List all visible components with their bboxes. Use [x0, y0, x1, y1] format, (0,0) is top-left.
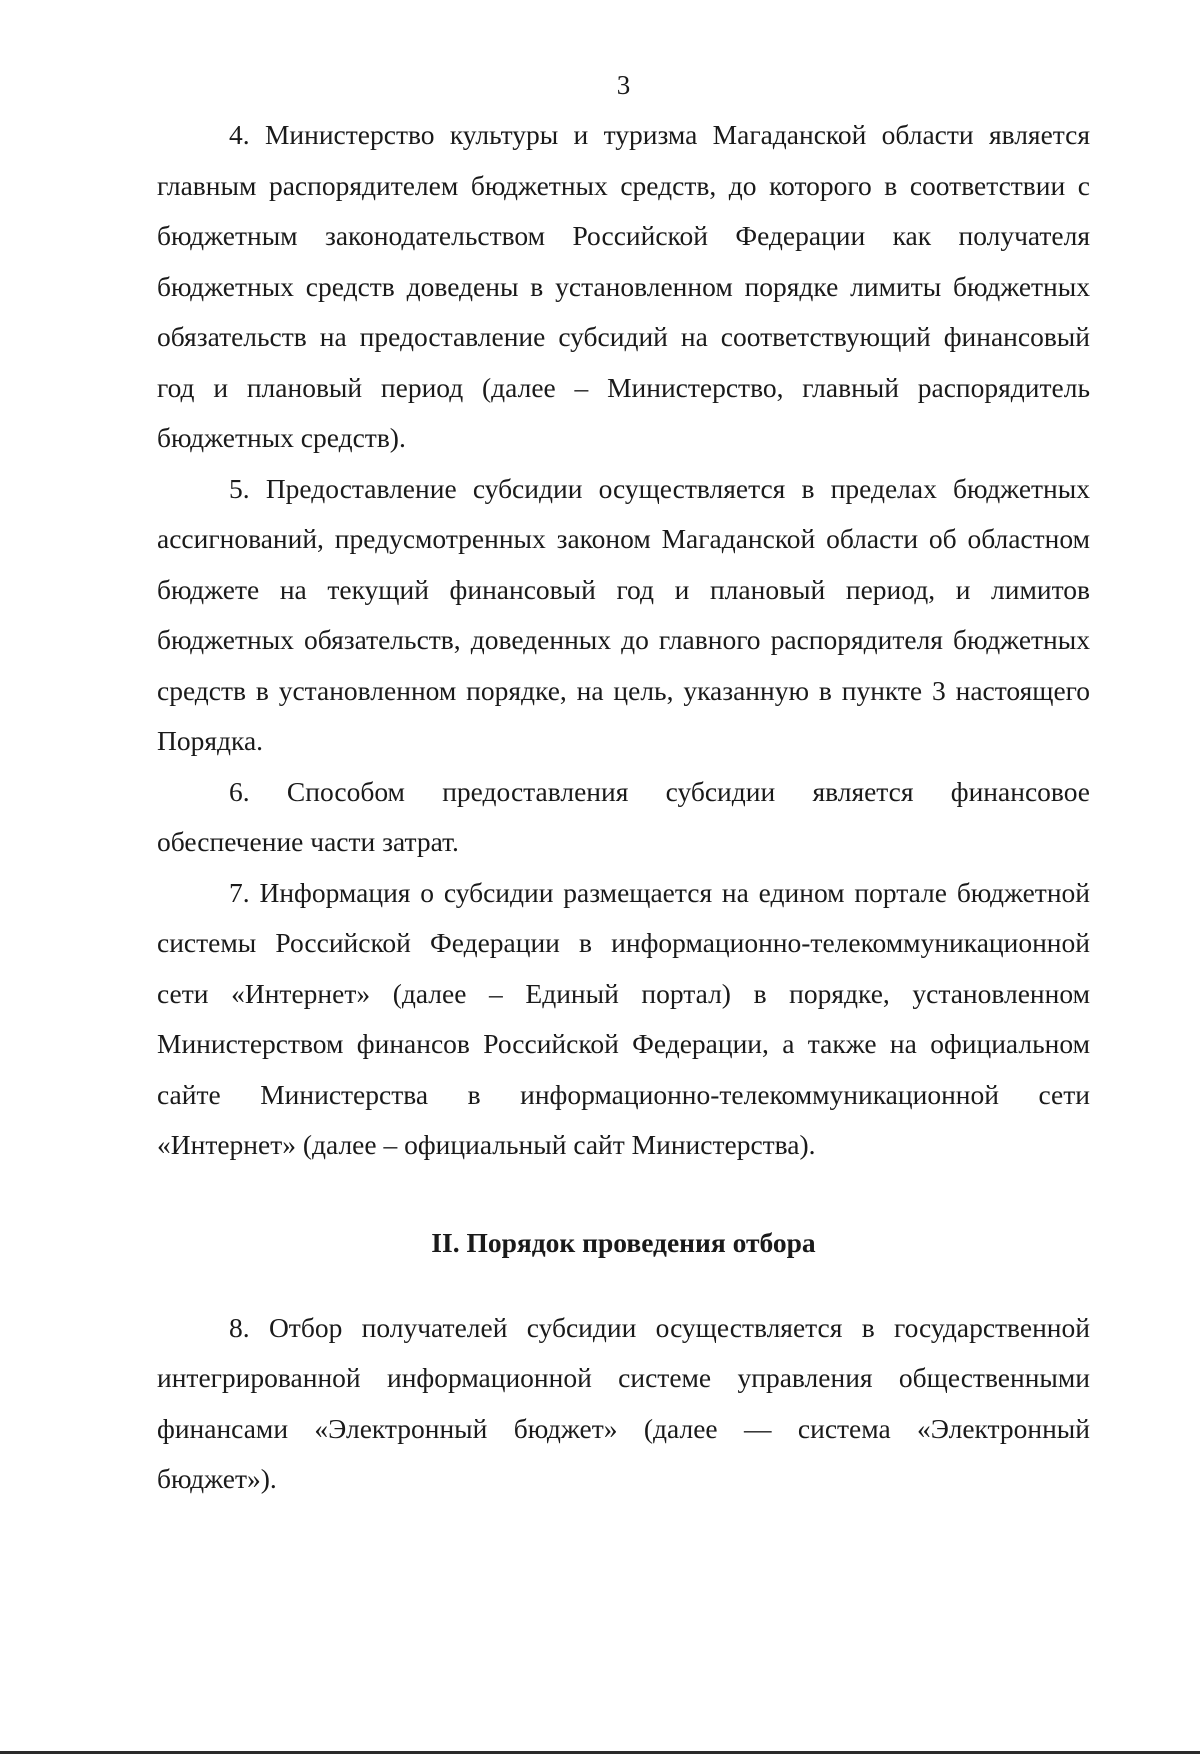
document-body [157, 110, 1090, 1505]
paragraph-7: 7. Информация о субсидии размещается на едином портале бюджетной системы Российской Федерации в информационно-телекоммуникационной сети «Интернет» (далее – Единый портал) в порядке, установленном Министерством финансов Российской Федерации, а также на официальном сайте Министерства в информационно-телекоммуникационной сети «Интернет» (далее – официальный сайт Министерства). [157, 876, 1090, 1160]
section-heading: II. Порядок проведения отбора [431, 1226, 816, 1258]
paragraph-6: 6. Способом предоставления субсидии является финансовое обеспечение части затрат. [157, 775, 1090, 857]
page-number: 3 [616, 70, 631, 100]
paragraph-5: 5. Предоставление субсидии осуществляется в пределах бюджетных ассигнований, предусмотренных законом Магаданской области об областном бюджете на текущий финансовый год и плановый период, и лимитов бюджетных обязательств, доведенных до главного распорядителя бюджетных средств в установленном порядке, на цель, указанную в пункте 3 настоящего Порядка. [157, 472, 1090, 756]
paragraph-8: 8. Отбор получателей субсидии осуществляется в государственной интегрированной информационной системе управления общественными финансами «Электронный бюджет» (далее — система «Электронный бюджет»). [157, 1311, 1090, 1494]
paragraph-4: 4. Министерство культуры и туризма Магаданской области является главным распорядителем бюджетных средств, до которого в соответствии с бюджетным законодательством Российской Федерации как получателя бюджетных средств доведены в установленном порядке лимиты бюджетных обязательств на предоставление субсидий на соответствующий финансовый год и плановый период (далее – Министерство, главный распорядитель бюджетных средств). [157, 119, 1090, 453]
